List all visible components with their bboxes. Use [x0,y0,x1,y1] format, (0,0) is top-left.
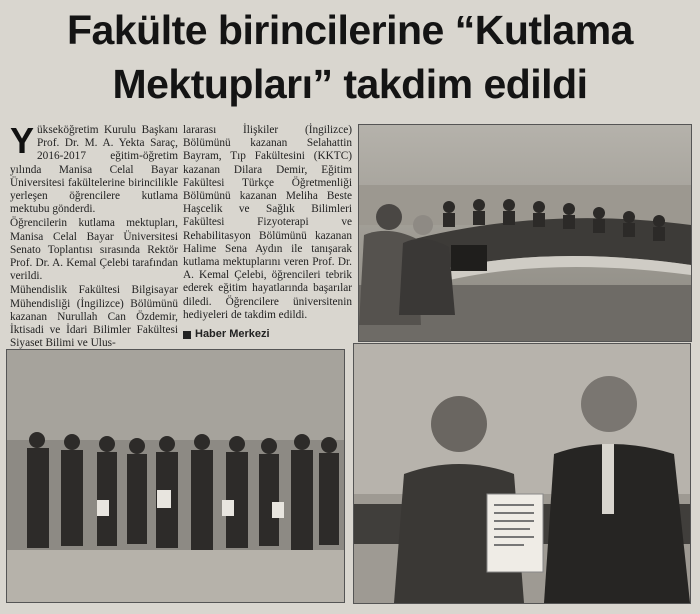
meeting-hall-photo [358,124,692,342]
paragraph-3: Mühendislik Fakültesi Bilgisayar Mühendisliği (İngilizce) Bölümünü kazanan Nurullah Can Özdemir, İktisadi ve İdari Bilimler Fakültesi Siyaset Bilimi ve Ulus- [10,284,178,350]
article-column-1 [10,120,178,351]
headline-line-1: Fakülte birincilerine “Kutlama [67,7,633,53]
paragraph-4: lararası İlişkiler (İngilizce) Bölümünü kazanan Selahattin Bayram, Tıp Fakültesini (KKTC) kazanan Dilara Demir, Eğitim Fakültesi Türkçe Öğretmenliği Bölümünü kazanan Meliha Beste Haşcelik ve Sağlık Bilimleri Fakültesi Fizyoterapi ve Rehabilitasyon Bölümünü kazanan Halime Sena Aydın ile tanışarak kutlama mektuplarını veren Prof. Dr. A. Kemal Çelebi, öğrencileri tebrik ederek eğitim hayatlarında başarılar diledi. Öğrencilere üniversitenin hediyeleri de takdim edildi. [183,124,352,321]
dropcap: Y [10,120,35,161]
group-photo [6,349,345,603]
article-column-2 [183,124,352,341]
student-letter-photo [353,343,691,604]
paragraph-1-text: ükseköğretim Kurulu Başkanı Prof. Dr. M. A. Yekta Saraç, 2016-2017 eğitim-öğretim yılında Manisa Celal Bayar Üniversitesi fakültelerine birincilikle yerleşen öğrencilere kutlama mektubu gönderdi. [10,124,178,216]
byline-square-icon [183,331,191,339]
headline-line-2: Mektupları” takdim edildi [112,61,588,107]
byline-text: Haber Merkezi [195,328,270,341]
paragraph-2: Öğrencilerin kutlama mektupları, Manisa Celal Bayar Üniversitesi Senato Toplantısı sırasında Rektör Prof. Dr. A. Kemal Çelebi tarafından verildi. [10,217,178,283]
paragraph-1 [10,120,178,216]
byline [183,328,352,341]
